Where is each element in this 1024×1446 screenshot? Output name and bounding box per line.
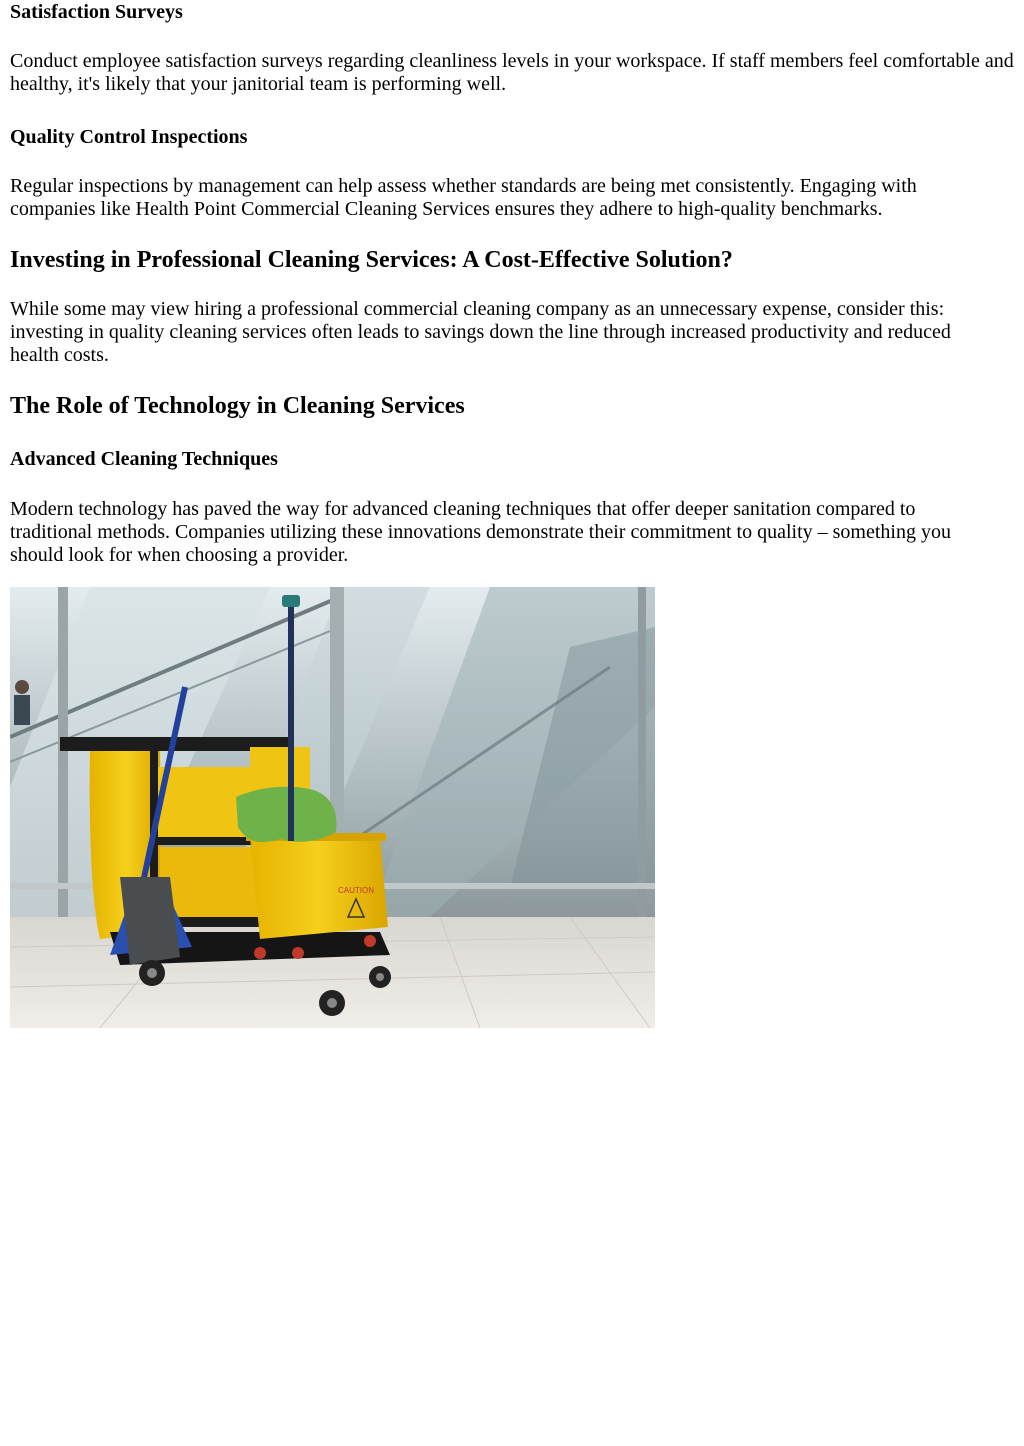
satisfaction-surveys-heading: Satisfaction Surveys <box>10 1 183 23</box>
quality-control-heading: Quality Control Inspections <box>10 126 248 148</box>
quality-control-paragraph: Regular inspections by management can help assess whether standards are being met consistently. Engaging with companies like Health Point Commercial Cleaning Services ensures they adhere to high-quality benchmarks. <box>10 175 917 220</box>
technology-heading: The Role of Technology in Cleaning Services <box>10 393 465 419</box>
cleaning-cart-photo <box>10 587 655 1028</box>
advanced-techniques-paragraph: Modern technology has paved the way for advanced cleaning techniques that offer deeper sanitation compared to traditional methods. Companies utilizing these innovations demonstrate their commitment to quality – something you should look for when choosing a provider. <box>10 498 951 566</box>
investing-paragraph: While some may view hiring a professional commercial cleaning company as an unnecessary expense, consider this: investing in quality cleaning services often leads to savings down the line through increased productivity and reduced health costs. <box>10 298 951 366</box>
investing-heading: Investing in Professional Cleaning Services: A Cost-Effective Solution? <box>10 247 733 273</box>
caution-label: CAUTION <box>338 886 374 895</box>
satisfaction-surveys-paragraph: Conduct employee satisfaction surveys regarding cleanliness levels in your workspace. If staff members feel comfortable and healthy, it's likely that your janitorial team is performing well. <box>10 50 1014 95</box>
green-rag <box>236 787 336 842</box>
advanced-techniques-heading: Advanced Cleaning Techniques <box>10 448 278 470</box>
